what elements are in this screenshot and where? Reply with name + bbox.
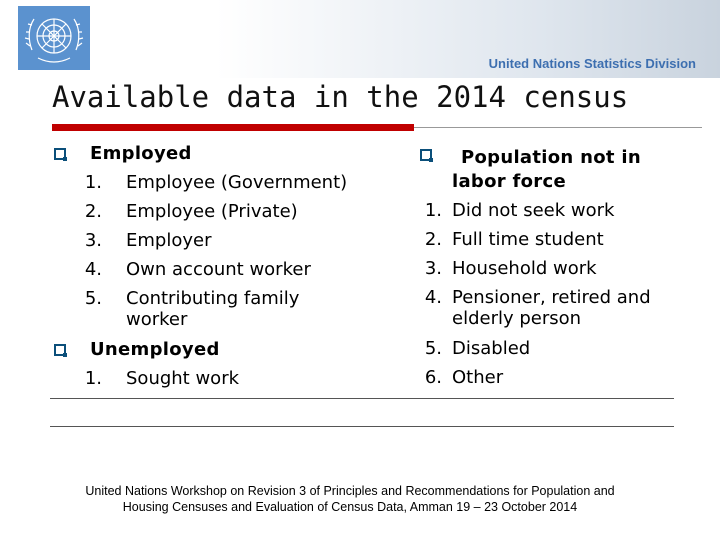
list-item <box>412 196 712 225</box>
item-text: Employee (Government) <box>126 172 348 193</box>
left-column <box>54 139 399 393</box>
item-text: Full time student <box>452 229 604 250</box>
header-band <box>0 0 720 78</box>
unemployed-heading-row <box>54 335 399 364</box>
footer-divider-bottom <box>50 426 674 427</box>
list-item <box>412 225 712 254</box>
item-text: Employer <box>126 230 212 251</box>
checkbox-bullet-icon <box>54 344 66 356</box>
item-number: 1. <box>84 172 102 193</box>
checkbox-bullet-icon <box>54 148 66 160</box>
org-name: United Nations Statistics Division <box>488 56 696 71</box>
list-item-continuation <box>54 309 399 331</box>
right-column <box>412 143 712 392</box>
item-number: 1. <box>424 200 442 221</box>
footer-line-1: United Nations Workshop on Revision 3 of Principles and Recommendations for Population and <box>85 484 615 498</box>
item-text: Other <box>452 367 504 388</box>
item-number: 4. <box>424 287 442 308</box>
un-emblem-icon <box>18 6 90 70</box>
item-number: 1. <box>84 368 102 389</box>
item-number: 5. <box>424 338 442 359</box>
not-in-labor-force-heading: Population not in <box>461 147 641 168</box>
item-number: 5. <box>84 288 102 309</box>
item-text: Own account worker <box>126 259 311 280</box>
item-number: 2. <box>424 229 442 250</box>
item-number: 3. <box>84 230 102 251</box>
employed-heading: Employed <box>90 143 192 164</box>
slide-title: Available data in the 2014 census <box>52 80 629 114</box>
item-number: 2. <box>84 201 102 222</box>
footer-divider-top <box>50 398 674 399</box>
list-item <box>412 363 712 392</box>
checkbox-bullet-icon <box>420 149 432 161</box>
unemployed-heading: Unemployed <box>90 339 220 360</box>
item-text: Household work <box>452 258 597 279</box>
list-item <box>54 226 399 255</box>
item-text: Disabled <box>452 338 531 359</box>
list-item <box>54 364 399 393</box>
list-item <box>54 255 399 284</box>
item-text: Pensioner, retired and <box>452 287 651 308</box>
item-number: 3. <box>424 258 442 279</box>
item-text: Sought work <box>126 368 240 389</box>
item-text: Contributing family <box>126 288 300 309</box>
list-item <box>54 168 399 197</box>
not-in-labor-force-heading-line2: labor force <box>452 171 566 192</box>
list-item <box>412 254 712 283</box>
employed-heading-row <box>54 139 399 168</box>
item-text: Employee (Private) <box>126 201 298 222</box>
item-number: 6. <box>424 367 442 388</box>
list-item <box>412 334 712 363</box>
not-in-labor-force-heading-continuation <box>412 167 712 196</box>
footer-line-2: Housing Censuses and Evaluation of Census Data, Amman 19 – 23 October 2014 <box>122 500 578 514</box>
item-number: 4. <box>84 259 102 280</box>
title-accent-bar <box>52 124 414 131</box>
footer-citation <box>30 483 670 515</box>
item-text: Did not seek work <box>452 200 615 221</box>
item-text: elderly person <box>452 308 582 329</box>
item-text: worker <box>126 309 188 330</box>
list-item <box>54 197 399 226</box>
list-item-continuation <box>412 308 712 330</box>
